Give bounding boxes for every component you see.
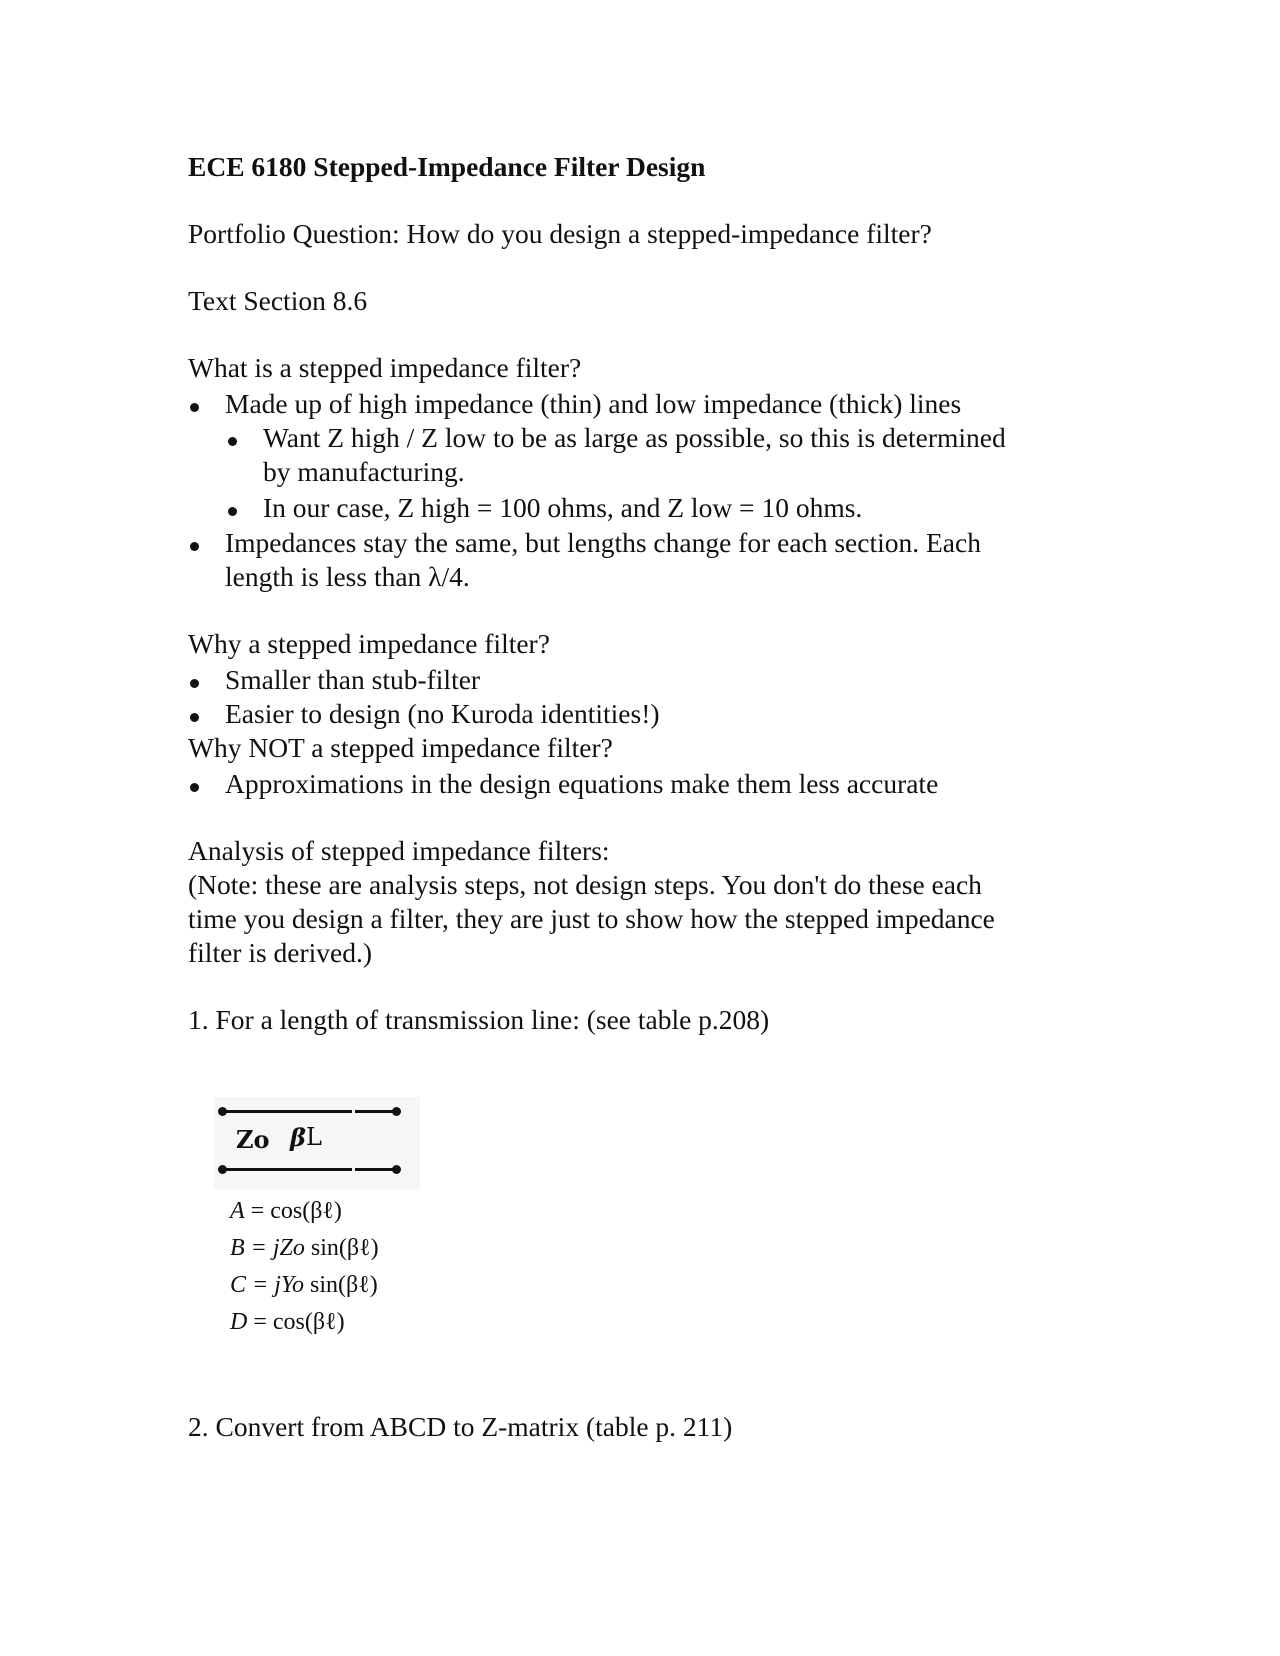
bullet-icon: [190, 542, 199, 551]
eq-d-rhs: = cos(βℓ): [247, 1309, 345, 1335]
bullet-icon: [190, 713, 199, 722]
what-is-bullet-2-cont: length is less than λ/4.: [225, 561, 470, 592]
eq-c-mid: = jYo: [246, 1272, 305, 1298]
eq-d-lhs: D: [230, 1309, 248, 1335]
transmission-line-diagram: [214, 1097, 420, 1189]
analysis-note-line-2: time you design a filter, they are just to show how the stepped impedance: [188, 903, 995, 934]
why-not-heading: Why NOT a stepped impedance filter?: [188, 732, 613, 763]
bullet-icon: [190, 679, 199, 688]
analysis-note-line-1: (Note: these are analysis steps, not design steps. You don't do these each: [188, 869, 982, 900]
eq-b-mid: = jZo: [244, 1235, 305, 1261]
analysis-heading: Analysis of stepped impedance filters:: [188, 835, 610, 866]
what-is-bullet-1: Made up of high impedance (thin) and low impedance (thick) lines: [225, 388, 962, 419]
analysis-note-line-3: filter is derived.): [188, 937, 373, 968]
eq-c-rhs: sin(βℓ): [304, 1272, 378, 1298]
page-title: ECE 6180 Stepped-Impedance Filter Design: [188, 151, 706, 182]
what-is-sub-bullet-2: In our case, Z high = 100 ohms, and Z low = 10 ohms.: [263, 492, 863, 523]
why-heading: Why a stepped impedance filter?: [188, 628, 550, 659]
eq-a-lhs: A: [230, 1198, 245, 1224]
eq-b-rhs: sin(βℓ): [304, 1235, 379, 1261]
terminal-icon: [392, 1165, 401, 1174]
what-is-heading: What is a stepped impedance filter?: [188, 352, 582, 383]
bullet-icon: [190, 403, 199, 412]
why-bullet-2: Easier to design (no Kuroda identities!): [225, 698, 660, 729]
portfolio-question: Portfolio Question: How do you design a stepped-impedance filter?: [188, 218, 932, 249]
eq-a-rhs: = cos(βℓ): [244, 1198, 342, 1224]
why-not-bullet-1: Approximations in the design equations make them less accurate: [225, 768, 939, 799]
step-1: 1. For a length of transmission line: (see table p.208): [188, 1004, 770, 1035]
bottom-conductor: [222, 1168, 352, 1171]
bullet-icon: [228, 437, 237, 446]
why-bullet-1: Smaller than stub-filter: [225, 664, 481, 695]
what-is-bullet-2: Impedances stay the same, but lengths change for each section. Each: [225, 527, 981, 558]
equation-c: [230, 1272, 378, 1299]
what-is-sub-bullet-1-cont: by manufacturing.: [263, 456, 465, 487]
impedance-label: Zo: [236, 1125, 270, 1154]
equation-b: [230, 1235, 379, 1262]
eq-b-lhs: B: [230, 1235, 245, 1261]
equation-a: [230, 1198, 342, 1225]
equation-d: [230, 1309, 345, 1336]
step-2: 2. Convert from ABCD to Z-matrix (table p. 211): [188, 1411, 733, 1442]
what-is-sub-bullet-1: Want Z high / Z low to be as large as possible, so this is determined: [263, 422, 1006, 453]
top-conductor: [355, 1110, 395, 1113]
length-label: L: [306, 1123, 322, 1151]
eq-c-lhs: C: [230, 1272, 247, 1298]
bullet-icon: [228, 507, 237, 516]
top-conductor: [222, 1110, 352, 1113]
beta-label: β: [290, 1123, 306, 1152]
text-section: Text Section 8.6: [188, 285, 368, 316]
bullet-icon: [190, 783, 199, 792]
terminal-icon: [392, 1107, 401, 1116]
bottom-conductor: [355, 1168, 395, 1171]
